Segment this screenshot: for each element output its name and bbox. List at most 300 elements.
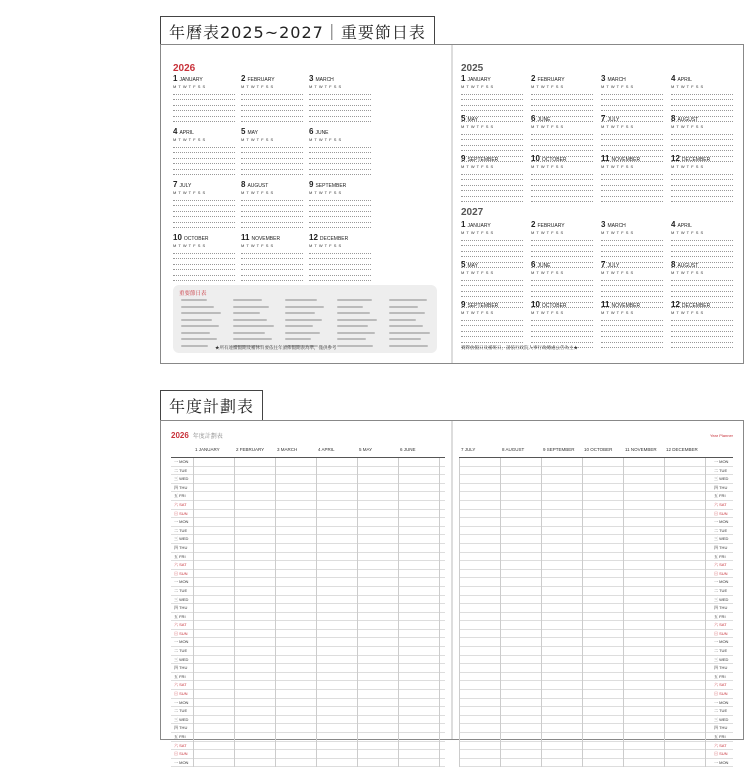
date-row [309, 118, 371, 122]
month-november [601, 301, 663, 361]
planner-row [171, 733, 445, 742]
weekday-label: 五 FRI [174, 553, 186, 559]
date-row [671, 176, 733, 180]
month-heading: 12 DECEMBER [671, 301, 711, 309]
holiday-entry [285, 332, 320, 334]
date-row [173, 91, 235, 95]
planner-month-label: 10 OCTOBER [584, 447, 613, 452]
column-divider [439, 458, 440, 767]
weekday-label: 三 WED [174, 536, 189, 542]
date-row [671, 248, 733, 252]
date-row [601, 293, 663, 297]
weekday-label: 三 WED [174, 656, 189, 662]
holiday-entry [233, 338, 272, 340]
weekday-header: M T W T F S S [241, 84, 274, 89]
weekday-label: 三 WED [174, 596, 189, 602]
date-row [671, 193, 733, 197]
date-row [531, 102, 593, 106]
weekday-label: 四 THU [714, 665, 728, 671]
month-heading: 6 JUNE [531, 115, 551, 123]
date-row [173, 250, 235, 254]
date-row [241, 213, 303, 217]
date-row [241, 202, 303, 206]
weekday-label: 五 FRI [174, 734, 186, 739]
weekday-label: 日 SUN [714, 691, 728, 697]
month-heading: 11 NOVEMBER [601, 155, 641, 163]
page-gutter [451, 45, 453, 363]
planner-row [171, 484, 445, 493]
month-may [241, 128, 303, 188]
planner-row [171, 673, 445, 682]
date-row [461, 198, 523, 202]
weekday-label: 日 SUN [174, 630, 188, 636]
date-row [671, 317, 733, 321]
date-row [461, 317, 523, 321]
year-2026-title: 2026 [173, 63, 196, 74]
planner-month-label: 2 FEBRUARY [236, 447, 265, 452]
date-row [309, 261, 371, 265]
month-heading: 1 JANUARY [173, 75, 203, 83]
column-divider [541, 458, 542, 767]
date-row [309, 91, 371, 95]
planner-grid-first-half [171, 447, 445, 765]
date-row [671, 333, 733, 337]
date-row [601, 147, 663, 151]
weekday-header: M T W T F S S [601, 310, 634, 315]
weekday-label: 五 FRI [174, 613, 186, 619]
planner-row [171, 587, 445, 596]
weekday-header: M T W T F S S [601, 270, 634, 275]
date-row [309, 171, 371, 175]
date-row [309, 255, 371, 259]
weekday-header: M T W T F S S [531, 230, 564, 235]
weekday-label: 六 SAT [714, 622, 727, 628]
weekday-header: M T W T F S S [241, 243, 274, 248]
date-row [173, 155, 235, 159]
holiday-entry [181, 306, 214, 308]
weekday-label: 六 SAT [174, 742, 187, 748]
planner-row [171, 750, 445, 759]
weekday-label: 日 SUN [174, 510, 188, 516]
date-row [461, 293, 523, 297]
holiday-entry [181, 325, 219, 327]
planner-row [171, 604, 445, 613]
date-row [601, 102, 663, 106]
date-row [461, 322, 523, 326]
date-row [461, 242, 523, 246]
date-row [173, 149, 235, 153]
weekday-label: 六 SAT [714, 501, 727, 507]
date-row [461, 237, 523, 241]
weekday-label: 二 TUE [714, 587, 728, 593]
date-row [531, 333, 593, 337]
weekday-header: M T W T F S S [671, 84, 704, 89]
holiday-entry [285, 319, 322, 321]
holiday-entry [233, 312, 260, 314]
weekday-label: 六 SAT [174, 501, 187, 507]
date-row [531, 253, 593, 257]
date-row [531, 182, 593, 186]
weekday-header: M T W T F S S [671, 124, 704, 129]
month-heading: 10 OCTOBER [531, 301, 567, 309]
date-row [309, 224, 371, 228]
weekday-label: 二 TUE [714, 467, 728, 473]
date-row [601, 339, 663, 343]
column-divider [398, 458, 399, 767]
date-row [241, 277, 303, 281]
date-row [461, 277, 523, 281]
planner-row [171, 621, 445, 630]
planner-row [171, 527, 445, 536]
planner-month-header [459, 447, 733, 458]
weekday-label: 一 MON [174, 639, 189, 645]
weekday-label: 二 TUE [174, 527, 188, 533]
date-row [461, 102, 523, 106]
date-row [173, 171, 235, 175]
month-september [461, 301, 523, 361]
planner-row [171, 681, 445, 690]
planner-row [171, 630, 445, 639]
weekday-label: 一 MON [714, 579, 729, 585]
planner-row [171, 570, 445, 579]
weekday-header: M T W T F S S [601, 124, 634, 129]
month-november [601, 155, 663, 215]
planner-row [171, 613, 445, 622]
weekday-label: 六 SAT [174, 622, 187, 628]
month-heading: 5 MAY [461, 261, 478, 269]
date-row [461, 136, 523, 140]
weekday-label: 三 WED [174, 476, 189, 482]
weekday-header: M T W T F S S [309, 137, 342, 142]
date-row [671, 293, 733, 297]
date-row [309, 160, 371, 164]
planner-month-label: 3 MARCH [277, 447, 298, 452]
weekday-label: 五 FRI [174, 493, 186, 499]
weekday-label: 一 MON [714, 699, 729, 705]
column-divider [705, 458, 706, 767]
weekday-label: 四 THU [714, 544, 728, 550]
date-row [601, 317, 663, 321]
holiday-entry [181, 312, 221, 314]
holiday-entry [337, 306, 363, 308]
planner-month-label: 11 NOVEMBER [625, 447, 657, 452]
date-row [309, 213, 371, 217]
date-row [173, 96, 235, 100]
weekday-label: 二 TUE [714, 708, 728, 714]
holiday-table-title: 重要節日表 [179, 291, 207, 297]
date-row [601, 131, 663, 135]
date-row [461, 171, 523, 175]
month-september [309, 181, 371, 241]
date-row [601, 288, 663, 292]
month-heading: 2 FEBRUARY [531, 221, 565, 229]
year-2025-title: 2025 [461, 63, 484, 74]
date-row [531, 322, 593, 326]
date-row [173, 224, 235, 228]
date-row [601, 193, 663, 197]
weekday-label: 五 FRI [714, 673, 726, 679]
date-row [309, 166, 371, 170]
date-row [671, 237, 733, 241]
weekday-label: 四 THU [174, 605, 188, 611]
holiday-entry [233, 332, 265, 334]
weekday-label: 二 TUE [174, 587, 188, 593]
holiday-entry [285, 325, 313, 327]
date-row [309, 107, 371, 111]
date-row [173, 255, 235, 259]
date-row [241, 149, 303, 153]
date-row [173, 166, 235, 170]
date-row [531, 242, 593, 246]
weekday-label: 日 SUN [174, 751, 188, 757]
holiday-entry [233, 325, 274, 327]
date-row [309, 102, 371, 106]
date-row [531, 96, 593, 100]
date-row [531, 277, 593, 281]
date-row [601, 198, 663, 202]
date-row [671, 242, 733, 246]
date-row [309, 208, 371, 212]
weekday-label: 二 TUE [174, 708, 188, 714]
planner-row [171, 510, 445, 519]
date-row [531, 339, 593, 343]
planner-row [171, 458, 445, 467]
month-heading: 10 OCTOBER [531, 155, 567, 163]
planner-row [171, 664, 445, 673]
date-row [241, 261, 303, 265]
date-row [671, 96, 733, 100]
date-row [173, 118, 235, 122]
date-row [671, 339, 733, 343]
date-row [531, 187, 593, 191]
weekday-label: 日 SUN [714, 570, 728, 576]
holiday-entry [389, 325, 423, 327]
holiday-entry [337, 332, 375, 334]
month-heading: 12 DECEMBER [309, 234, 349, 242]
weekday-label: 日 SUN [714, 751, 728, 757]
month-heading: 6 JUNE [309, 128, 329, 136]
date-row [173, 160, 235, 164]
date-row [601, 171, 663, 175]
weekday-header: M T W T F S S [531, 124, 564, 129]
holiday-entry [389, 319, 416, 321]
date-row [601, 176, 663, 180]
weekday-label: 六 SAT [714, 682, 727, 688]
date-row [601, 333, 663, 337]
weekday-label: 一 MON [174, 699, 189, 705]
weekday-header: M T W T F S S [309, 190, 342, 195]
month-heading: 2 FEBRUARY [241, 75, 275, 83]
weekday-label: 六 SAT [714, 562, 727, 568]
date-row [531, 328, 593, 332]
weekday-header: M T W T F S S [173, 190, 206, 195]
month-heading: 7 JULY [601, 115, 620, 123]
date-row [309, 96, 371, 100]
holiday-entry [285, 312, 315, 314]
holiday-entry [389, 312, 425, 314]
month-heading: 3 MARCH [309, 75, 334, 83]
month-heading: 9 SEPTEMBER [461, 301, 499, 309]
weekday-label: 四 THU [714, 605, 728, 611]
planner-row [171, 535, 445, 544]
planner-row [171, 656, 445, 665]
month-heading: 4 APRIL [671, 221, 692, 229]
column-divider [316, 458, 317, 767]
date-row [671, 182, 733, 186]
date-row [173, 261, 235, 265]
date-row [671, 198, 733, 202]
date-row [461, 142, 523, 146]
month-december [671, 155, 733, 215]
column-divider [357, 458, 358, 767]
weekday-label: 三 WED [714, 596, 729, 602]
weekday-header: M T W T F S S [671, 270, 704, 275]
weekday-header: M T W T F S S [461, 230, 494, 235]
weekday-label: 三 WED [714, 476, 729, 482]
right-footnote: 實際放假日及補班日，請依行政院人事行政總處公告為主★ [461, 345, 578, 350]
date-row [601, 277, 663, 281]
weekday-label: 日 SUN [174, 691, 188, 697]
weekday-header: M T W T F S S [241, 190, 274, 195]
weekday-label: 二 TUE [174, 467, 188, 473]
planner-row [171, 647, 445, 656]
month-heading: 9 SEPTEMBER [309, 181, 347, 189]
holiday-entry [389, 332, 430, 334]
date-row [531, 293, 593, 297]
holiday-entry [389, 306, 418, 308]
date-row [173, 208, 235, 212]
calendar-spread [160, 44, 744, 364]
date-row [173, 113, 235, 117]
column-divider [234, 458, 235, 767]
weekday-label: 六 SAT [174, 682, 187, 688]
holiday-entry [337, 338, 366, 340]
date-row [671, 322, 733, 326]
date-row [601, 237, 663, 241]
holiday-entry [285, 306, 324, 308]
date-row [173, 272, 235, 276]
date-row [671, 344, 733, 348]
holiday-table [173, 285, 437, 353]
weekday-header: M T W T F S S [461, 124, 494, 129]
date-row [173, 197, 235, 201]
weekday-header: M T W T F S S [461, 84, 494, 89]
month-august [241, 181, 303, 241]
weekday-label: 三 WED [714, 536, 729, 542]
planner-row [171, 742, 445, 751]
date-row [601, 142, 663, 146]
date-row [461, 282, 523, 286]
date-row [309, 197, 371, 201]
column-divider [193, 458, 194, 767]
date-row [461, 107, 523, 111]
planner-row [171, 699, 445, 708]
date-row [601, 322, 663, 326]
date-row [671, 253, 733, 257]
date-row [601, 182, 663, 186]
weekday-label: 二 TUE [714, 648, 728, 654]
date-row [241, 102, 303, 106]
month-heading: 2 FEBRUARY [531, 75, 565, 83]
date-row [601, 282, 663, 286]
month-heading: 7 JULY [601, 261, 620, 269]
weekday-label: 一 MON [174, 759, 189, 765]
date-row [173, 102, 235, 106]
planner-row [171, 467, 445, 476]
holiday-entry [285, 338, 311, 340]
date-row [671, 282, 733, 286]
holiday-entry [389, 345, 428, 347]
planner-month-label: 12 DECEMBER [666, 447, 698, 452]
date-row [241, 272, 303, 276]
date-row [173, 107, 235, 111]
page-gutter [451, 421, 453, 739]
plan-section-banner: 年度計劃表 [160, 390, 263, 421]
planner-row [171, 518, 445, 527]
month-heading: 10 OCTOBER [173, 234, 209, 242]
column-divider [459, 458, 460, 767]
date-row [309, 155, 371, 159]
weekday-label: 三 WED [174, 716, 189, 722]
month-heading: 3 MARCH [601, 221, 626, 229]
planner-row [171, 561, 445, 570]
column-divider [623, 458, 624, 767]
weekday-label: 一 MON [174, 459, 189, 464]
weekday-label: 五 FRI [174, 673, 186, 679]
planner-month-label: 4 APRIL [318, 447, 335, 452]
planner-row [171, 492, 445, 501]
date-row [601, 136, 663, 140]
weekday-header: M T W T F S S [173, 243, 206, 248]
date-row [671, 102, 733, 106]
weekday-label: 五 FRI [714, 734, 726, 739]
month-heading: 11 NOVEMBER [241, 234, 281, 242]
date-row [309, 149, 371, 153]
date-row [601, 242, 663, 246]
holiday-entry [181, 332, 210, 334]
date-row [241, 166, 303, 170]
holiday-entry [233, 299, 262, 301]
month-september [461, 155, 523, 215]
date-row [671, 131, 733, 135]
date-row [173, 266, 235, 270]
weekday-label: 一 MON [174, 519, 189, 525]
planner-row [171, 759, 445, 767]
calendar-section-banner: 年曆表2025~2027｜重要節日表 [160, 16, 435, 47]
holiday-entry [389, 338, 421, 340]
holiday-entry [181, 338, 217, 340]
date-row [241, 107, 303, 111]
date-row [601, 248, 663, 252]
planner-row [171, 707, 445, 716]
date-row [601, 96, 663, 100]
planner-row [171, 578, 445, 587]
date-row [241, 208, 303, 212]
month-october [531, 301, 593, 361]
weekday-label: 四 THU [174, 725, 188, 731]
planner-title-text: 年度計劃表 [192, 434, 223, 440]
date-row [671, 277, 733, 281]
planner-row [171, 716, 445, 725]
date-row [309, 219, 371, 223]
date-row [309, 144, 371, 148]
date-row [671, 171, 733, 175]
holiday-entry [181, 299, 207, 301]
date-row [531, 282, 593, 286]
date-row [241, 160, 303, 164]
date-row [461, 248, 523, 252]
date-row [309, 272, 371, 276]
